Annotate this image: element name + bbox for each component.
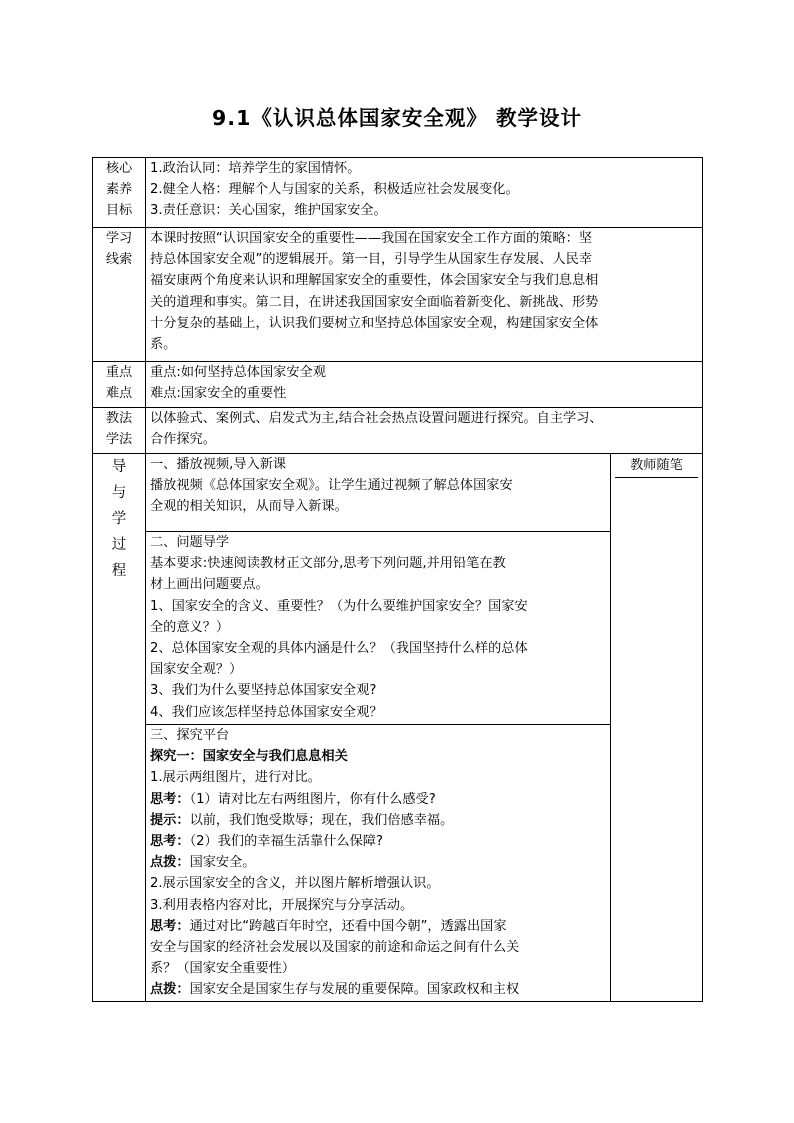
text-line: 播放视频《总体国家安全观》。让学生通过视频了解总体国家安 [150,478,513,494]
section-question-guide [146,532,611,725]
section-explore-platform [146,725,611,1002]
page-title: 9.1《认识总体国家安全观》 教学设计 [212,106,582,130]
section-heading: 三、探究平台 [150,728,230,743]
text-line: 国家安全观？） [150,662,243,678]
lesson-plan-table [92,157,703,1002]
content-key-points [146,362,703,408]
row-process-sec1 [93,454,703,532]
text-line: 材上画出问题要点。 [150,577,269,593]
text-line: 以体验式、案例式、启发式为主,结合社会热点设置问题进行探究。自主学习、 [150,411,603,426]
text-line: 1.展示两组图片，进行对比。 [150,770,321,786]
text-line: 3.利用表格内容对比，开展探究与分享活动。 [150,897,414,913]
text-line: 全的意义？） [150,619,230,635]
text-line: 一、播放视频,导入新课 [150,457,287,472]
text-line: 难点:国家安全的重要性 [150,386,287,402]
content-methods [146,408,703,454]
text-line: 4、我们应该怎样坚持总体国家安全观？ [150,704,383,720]
text-line: 1、国家安全的含义、重要性？（为什么要维护国家安全？国家安 [150,598,528,614]
row-key-points [93,362,703,408]
text-line: 十分复杂的基础上，认识我们要树立和坚持总体国家安全观，构建国家安全体 [150,315,599,331]
text-line: 本课时按照“认识国家安全的重要性——我国在国家安全工作方面的策略：坚 [150,231,593,246]
text-line: 2.健全人格：理解个人与国家的关系，积极适应社会发展变化。 [150,182,519,198]
text-line: 合作探究。 [150,432,216,448]
text-line: 2、总体国家安全观的具体内涵是什么？（我国坚持什么样的总体 [150,641,528,657]
row-learning-clue [93,228,703,362]
text-line: 关的道理和事实。第二目，在讲述我国国家安全面临着新变化、新挑战、形势 [150,294,599,310]
text-line: 1.政治认同：培养学生的家国情怀。 [150,161,361,176]
text-line: 3、我们为什么要坚持总体国家安全观? [150,683,377,699]
text-line: 安全与国家的经济社会发展以及国家的前途和命运之间有什么关 [150,940,520,956]
content-core-goals [146,158,703,228]
text-line: 持总体国家安全观”的逻辑展开。第一目，引导学生从国家生存发展、人民幸 [150,252,593,268]
think-line: 思考：（1）请对比左右两组图片，你有什么感受? [150,791,436,807]
text-line: 全观的相关知识，从而导入新课。 [150,499,348,515]
label-methods: 教法 学法 [93,408,146,454]
point-line: 点拨：国家安全是国家生存与发展的重要保障。国家政权和主权 [150,982,520,998]
think-line: 思考：（2）我们的幸福生活靠什么保障? [150,834,383,850]
explore-title: 探究一：国家安全与我们息息相关 [150,749,348,765]
row-methods [93,408,703,454]
hint-line: 提示：以前，我们饱受欺辱；现在，我们倍感幸福。 [150,812,454,828]
text-line: 系？（国家安全重要性） [150,961,296,977]
point-line: 点拨：国家安全。 [150,855,256,871]
text-line: 二、问题导学 [150,535,230,550]
think-line: 思考：通过对比“跨越百年时空，还看中国今朝”，透露出国家 [150,918,507,934]
teacher-notes-column [611,454,703,1002]
text-line: 系。 [150,337,177,353]
text-line: 重点:如何坚持总体国家安全观 [150,365,326,380]
content-learning-clue [146,228,703,362]
label-core-goals: 核心 素养 目标 [93,158,146,228]
row-core-goals [93,158,703,228]
text-line: 基本要求:快速阅读教材正文部分,思考下列问题,并用铅笔在教 [150,556,506,572]
label-learning-clue: 学习 线索 [93,228,146,362]
label-teaching-process: 导 与 学 过 程 [93,454,146,1002]
teacher-notes-header: 教师随笔 [615,454,698,478]
text-line: 2.展示国家安全的含义，并以图片解析增强认识。 [150,876,440,892]
label-key-points: 重点 难点 [93,362,146,408]
text-line: 3.责任意识：关心国家，维护国家安全。 [150,203,387,219]
text-line: 福安康两个角度来认识和理解国家安全的重要性，体会国家安全与我们息息相 [150,273,599,289]
section-intro-video [146,454,611,532]
